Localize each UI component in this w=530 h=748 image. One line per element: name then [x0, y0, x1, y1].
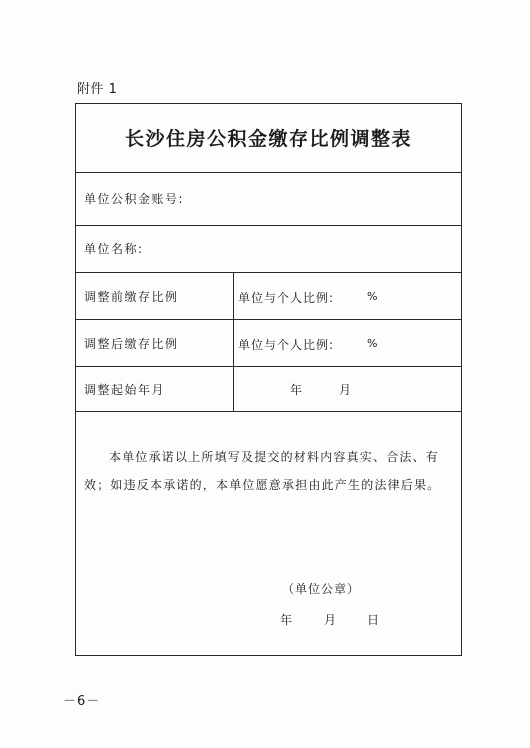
unit-seal-label: （单位公章）	[282, 582, 361, 596]
column-divider	[233, 320, 234, 366]
title-row	[76, 104, 461, 173]
before-ratio-field-label: 单位与个人比例:	[238, 291, 335, 305]
form-title: 长沙住房公积金缴存比例调整表	[124, 128, 412, 150]
commitment-text: 本单位承诺以上所填写及提交的材料内容真实、合法、有效；如违反本承诺的，本单位愿意承担由此产生的法律后果。	[84, 450, 441, 492]
start-date-row	[76, 367, 461, 412]
column-divider	[233, 367, 234, 411]
start-year-label: 年	[290, 383, 303, 397]
before-ratio-label: 调整前缴存比例	[84, 290, 179, 304]
page-number: －6－	[63, 694, 101, 709]
after-percent-sign: %	[367, 337, 378, 350]
account-row	[76, 173, 461, 226]
attachment-label: 附件 1	[77, 82, 118, 97]
after-ratio-row	[76, 320, 461, 367]
date-year-label: 年	[280, 613, 293, 627]
before-percent-sign: %	[367, 290, 378, 303]
after-ratio-field-label: 单位与个人比例:	[238, 338, 335, 352]
before-ratio-row	[76, 273, 461, 320]
date-day-label: 日	[367, 613, 380, 627]
start-date-label: 调整起始年月	[84, 383, 166, 397]
commitment-block	[76, 412, 461, 657]
column-divider	[233, 273, 234, 319]
account-label: 单位公积金账号:	[84, 192, 185, 206]
start-month-label: 月	[339, 383, 352, 397]
date-month-label: 月	[324, 613, 337, 627]
after-ratio-label: 调整后缴存比例	[84, 337, 179, 351]
adjustment-form-table	[75, 103, 462, 656]
unit-name-label: 单位名称:	[84, 242, 144, 256]
unit-name-row	[76, 226, 461, 273]
